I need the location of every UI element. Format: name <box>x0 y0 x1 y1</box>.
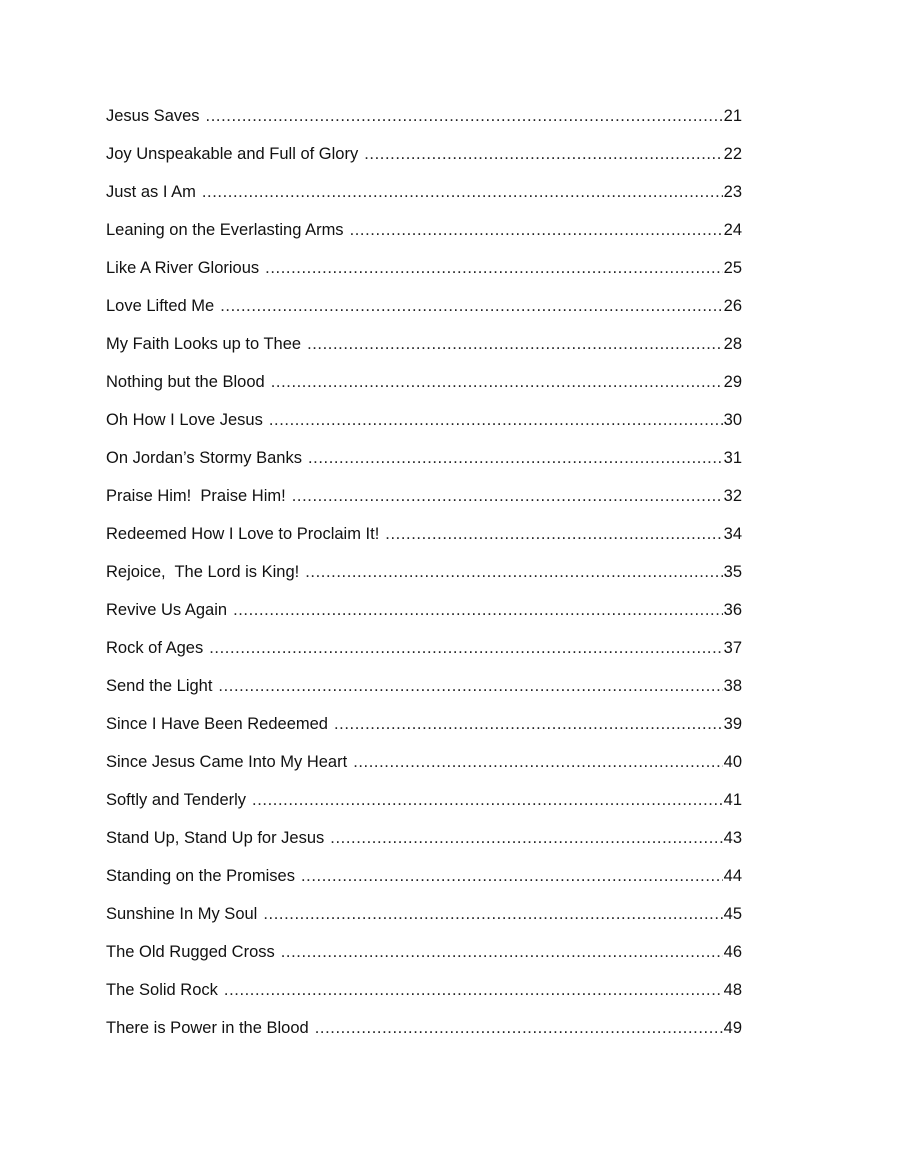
dot-leader <box>220 294 722 318</box>
toc-entry-title: Revive Us Again <box>106 601 228 619</box>
toc-entry[interactable] <box>106 142 742 180</box>
toc-entry-page: 29 <box>723 373 742 391</box>
toc-entry-page: 25 <box>723 259 742 277</box>
toc-entry-title: Like A River Glorious <box>106 259 260 277</box>
dot-leader <box>305 560 722 584</box>
toc-entry-page: 26 <box>723 297 742 315</box>
toc-entry-title: Send the Light <box>106 677 213 695</box>
toc-entry-title: Just as I Am <box>106 183 196 201</box>
toc-entry-title: Since Jesus Came Into My Heart <box>106 753 348 771</box>
toc-entry-title: Stand Up, Stand Up for Jesus <box>106 829 325 847</box>
toc-entry[interactable] <box>106 180 742 218</box>
toc-entry-title: Rock of Ages <box>106 639 204 657</box>
dot-leader <box>252 788 723 812</box>
toc-entry[interactable] <box>106 902 742 940</box>
toc-entry-page: 28 <box>723 335 742 353</box>
toc-entry-page: 35 <box>723 563 742 581</box>
toc-entry[interactable] <box>106 332 742 370</box>
toc-entry-page: 31 <box>723 449 742 467</box>
toc-entry-title: Jesus Saves <box>106 107 200 125</box>
dot-leader <box>330 826 722 850</box>
toc-entry[interactable] <box>106 560 742 598</box>
toc-entry[interactable] <box>106 978 742 1016</box>
toc-entry[interactable] <box>106 940 742 978</box>
toc-entry[interactable] <box>106 674 742 712</box>
toc-entry-page: 38 <box>723 677 742 695</box>
toc-entry-title: Redeemed How I Love to Proclaim It! <box>106 525 380 543</box>
toc-entry-page: 41 <box>723 791 742 809</box>
dot-leader <box>334 712 723 736</box>
dot-leader <box>218 674 722 698</box>
dot-leader <box>265 256 722 280</box>
dot-leader <box>233 598 723 622</box>
toc-entry[interactable] <box>106 636 742 674</box>
dot-leader <box>209 636 722 660</box>
dot-leader <box>224 978 723 1002</box>
toc-entry-page: 49 <box>723 1019 742 1037</box>
dot-leader <box>292 484 723 508</box>
toc-entry[interactable] <box>106 522 742 560</box>
toc-entry[interactable] <box>106 826 742 864</box>
toc-entry-title: Leaning on the Everlasting Arms <box>106 221 344 239</box>
toc-entry-page: 23 <box>723 183 742 201</box>
toc-entry-page: 37 <box>723 639 742 657</box>
dot-leader <box>315 1016 723 1040</box>
toc-entry[interactable] <box>106 408 742 446</box>
toc-entry[interactable] <box>106 598 742 636</box>
toc-entry[interactable] <box>106 370 742 408</box>
toc-entry-page: 21 <box>723 107 742 125</box>
toc-entry-title: Softly and Tenderly <box>106 791 247 809</box>
toc-entry-title: Standing on the Promises <box>106 867 295 885</box>
toc-entry[interactable] <box>106 864 742 902</box>
dot-leader <box>364 142 722 166</box>
toc-entry[interactable] <box>106 484 742 522</box>
toc-entry-page: 32 <box>723 487 742 505</box>
dot-leader <box>353 750 722 774</box>
toc-entry-page: 36 <box>723 601 742 619</box>
toc-entry-title: Sunshine In My Soul <box>106 905 258 923</box>
toc-entry-title: Since I Have Been Redeemed <box>106 715 328 733</box>
toc-entry-title: My Faith Looks up to Thee <box>106 335 302 353</box>
toc-entry-page: 39 <box>723 715 742 733</box>
dot-leader <box>206 104 723 128</box>
toc-entry[interactable] <box>106 446 742 484</box>
dot-leader <box>202 180 723 204</box>
dot-leader <box>263 902 722 926</box>
dot-leader <box>385 522 722 546</box>
toc-entry-page: 46 <box>723 943 742 961</box>
toc-entry-page: 48 <box>723 981 742 999</box>
toc-entry-page: 30 <box>723 411 742 429</box>
dot-leader <box>271 370 723 394</box>
toc-entry-title: Oh How I Love Jesus <box>106 411 263 429</box>
toc-entry-page: 24 <box>723 221 742 239</box>
toc-entry-page: 43 <box>723 829 742 847</box>
toc-entry[interactable] <box>106 788 742 826</box>
toc-entry-title: There is Power in the Blood <box>106 1019 309 1037</box>
dot-leader <box>281 940 723 964</box>
toc-entry-title: The Old Rugged Cross <box>106 943 275 961</box>
toc-entry[interactable] <box>106 712 742 750</box>
toc-entry-title: Praise Him! Praise Him! <box>106 487 286 505</box>
dot-leader <box>301 864 723 888</box>
toc-entry[interactable] <box>106 218 742 256</box>
toc-entry-title: The Solid Rock <box>106 981 218 999</box>
toc-entry-page: 40 <box>723 753 742 771</box>
toc-entry[interactable] <box>106 1016 742 1054</box>
toc-entry-page: 34 <box>723 525 742 543</box>
toc-entry-title: Joy Unspeakable and Full of Glory <box>106 145 359 163</box>
toc-entry-page: 44 <box>723 867 742 885</box>
toc-entry-title: On Jordan’s Stormy Banks <box>106 449 302 467</box>
toc-entry-page: 22 <box>723 145 742 163</box>
toc-entry[interactable] <box>106 104 742 142</box>
dot-leader <box>350 218 723 242</box>
dot-leader <box>269 408 723 432</box>
toc-entry[interactable] <box>106 750 742 788</box>
table-of-contents <box>106 104 742 1054</box>
toc-entry-title: Nothing but the Blood <box>106 373 265 391</box>
toc-entry-title: Rejoice, The Lord is King! <box>106 563 300 581</box>
toc-entry-title: Love Lifted Me <box>106 297 215 315</box>
dot-leader <box>307 332 723 356</box>
toc-entry-page: 45 <box>723 905 742 923</box>
dot-leader <box>308 446 723 470</box>
toc-entry[interactable] <box>106 256 742 294</box>
toc-entry[interactable] <box>106 294 742 332</box>
